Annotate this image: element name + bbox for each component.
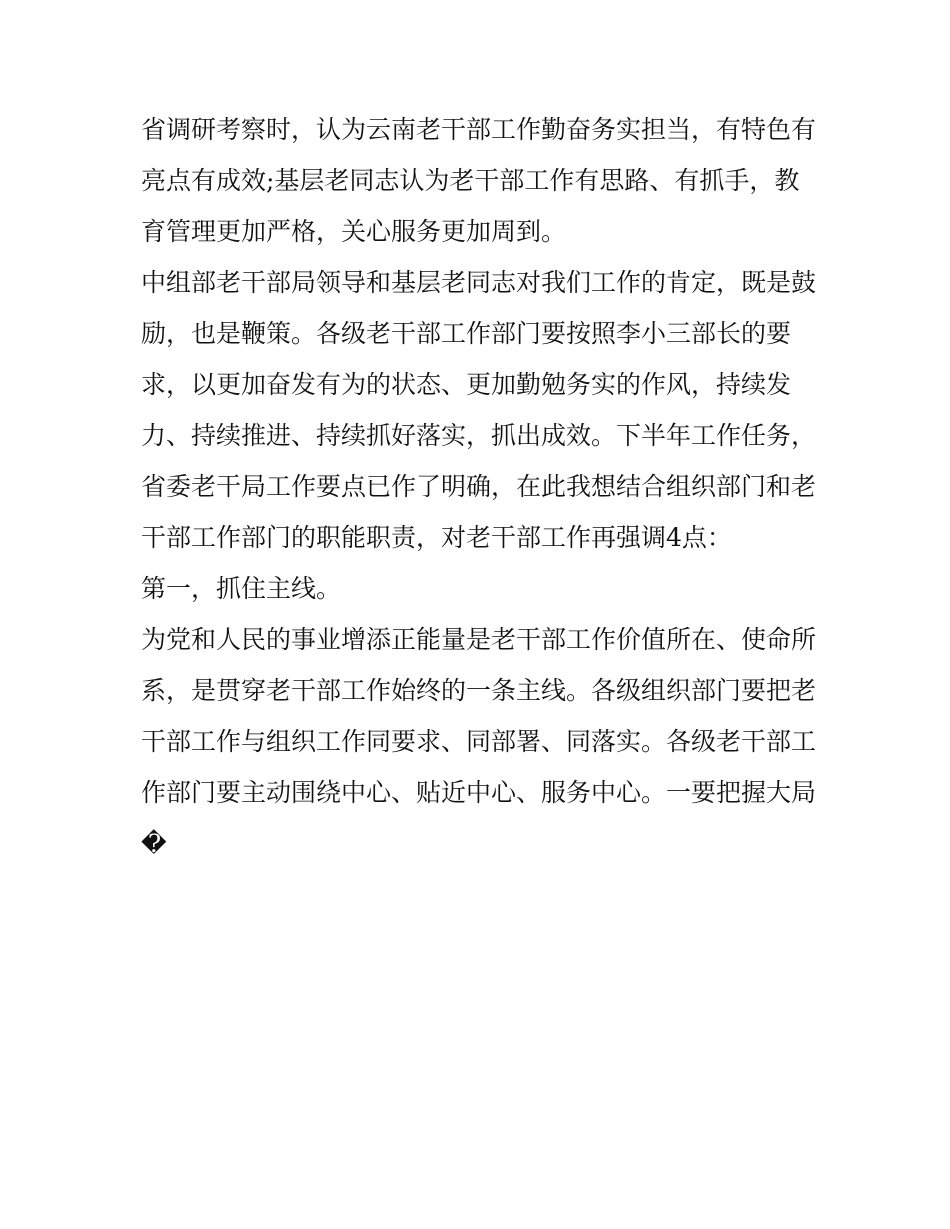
section-heading: 第一，抓住主线。: [141, 574, 342, 603]
text-line: 力、持续推进、持续抓好落实，抓出成效。下半年工作任务，: [141, 421, 817, 450]
text-line: 系，是贯穿老干部工作始终的一条主线。各级组织部门要把老: [141, 676, 817, 705]
text-line: 励，也是鞭策。各级老干部工作部门要按照李小三部长的要: [141, 319, 792, 348]
text-line: 干部工作部门的职能职责，对老干部工作再强调4点：: [141, 523, 732, 552]
text-line: 求，以更加奋发有为的状态、更加勤勉务实的作风，持续发: [141, 370, 792, 399]
text-line: 干部工作与组织工作同要求、同部署、同落实。各级老干部工: [141, 727, 817, 756]
text-line: 作部门要主动围绕中心、贴近中心、服务中心。一要把握大局: [141, 778, 817, 807]
text-line: 为党和人民的事业增添正能量是老干部工作价值所在、使命所: [141, 625, 817, 654]
text-line: 育管理更加严格，关心服务更加周到。: [141, 217, 567, 246]
replacement-glyph: �: [141, 829, 167, 858]
document-body: [141, 104, 821, 869]
text-line: 省调研考察时，认为云南老干部工作勤奋务实担当，有特色有: [141, 115, 817, 144]
text-line: 省委老干局工作要点已作了明确，在此我想结合组织部门和老: [141, 472, 817, 501]
text-line: 中组部老干部局领导和基层老同志对我们工作的肯定，既是鼓: [141, 268, 817, 297]
text-line: 亮点有成效;基层老同志认为老干部工作有思路、有抓手，教: [141, 166, 800, 195]
